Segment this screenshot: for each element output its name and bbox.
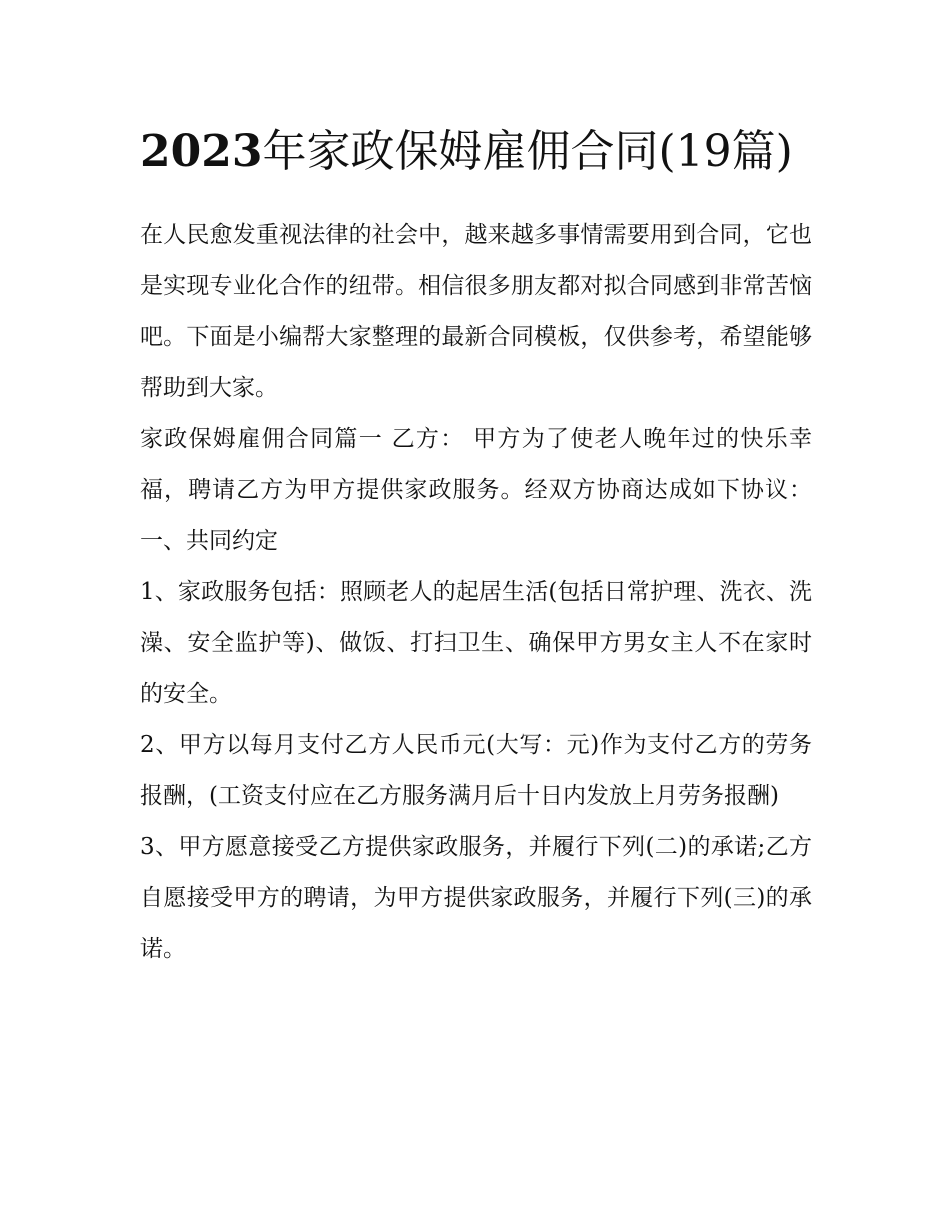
- paragraph-clause-1: 1、家政服务包括：照顾老人的起居生活(包括日常护理、洗衣、洗澡、安全监护等)、做饭、打扫卫生、确保甲方男女主人不在家时的安全。: [140, 579, 812, 707]
- paragraph-intro: 在人民愈发重视法律的社会中，越来越多事情需要用到合同，它也是实现专业化合作的纽带。相信很多朋友都对拟合同感到非常苦恼吧。下面是小编帮大家整理的最新合同模板，仅供参考，希望能够帮助到大家。: [140, 222, 812, 401]
- title-year: 2023: [140, 126, 263, 177]
- paragraph-clause-3: 3、甲方愿意接受乙方提供家政服务，并履行下列(二)的承诺;乙方自愿接受甲方的聘请，为甲方提供家政服务，并履行下列(三)的承诺。: [140, 834, 812, 962]
- paragraph-clause-2: 2、甲方以每月支付乙方人民币元(大写：元)作为支付乙方的劳务报酬，(工资支付应在乙方服务满月后十日内发放上月劳务报酬): [140, 732, 812, 809]
- title-text: 年家政保姆雇佣合同(19篇): [262, 126, 793, 177]
- document-body: [140, 210, 812, 975]
- document-title: [140, 116, 812, 188]
- document-page: [140, 116, 812, 975]
- paragraph-contract-header: 家政保姆雇佣合同篇一 乙方： 甲方为了使老人晚年过的快乐幸福，聘请乙方为甲方提供家政服务。经双方协商达成如下协议： 一、共同约定: [140, 426, 812, 554]
